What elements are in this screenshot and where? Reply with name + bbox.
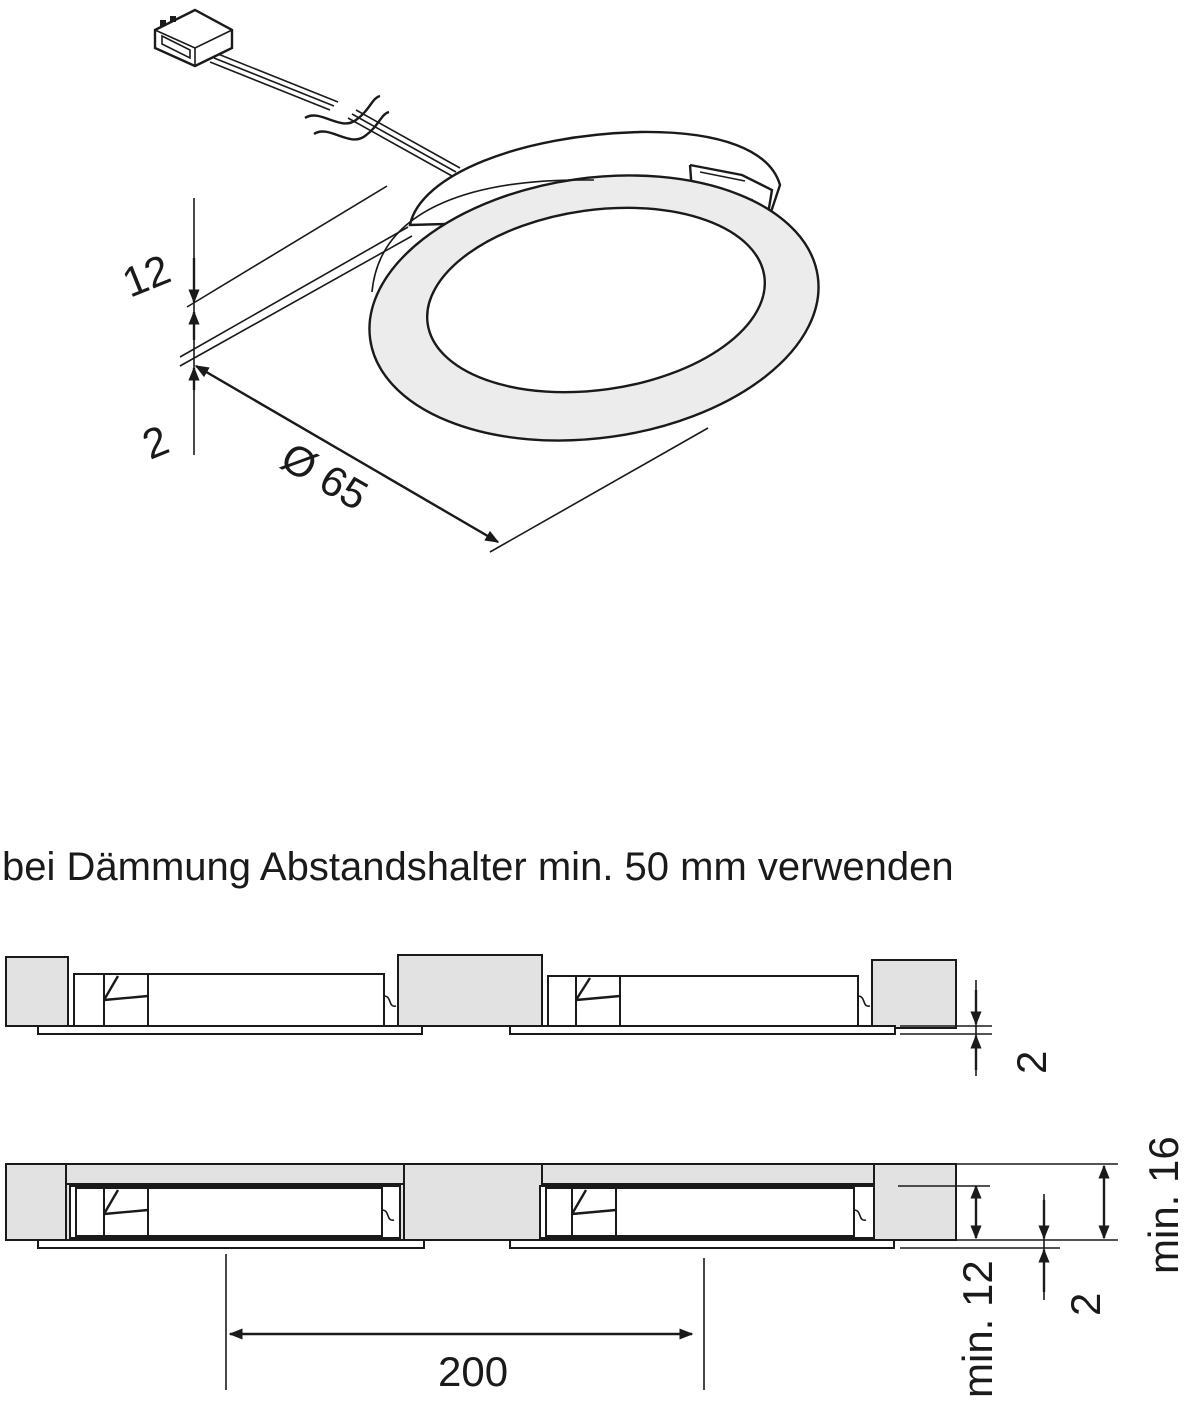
connector-plug-icon (155, 10, 232, 66)
luminaire-isometric (116, 10, 836, 552)
board-block (872, 960, 956, 1028)
cable (210, 54, 460, 176)
board-block (398, 955, 542, 1026)
height-dimension: 12 (115, 245, 177, 307)
luminaire-section (510, 1186, 894, 1248)
spacing-dimension: 200 (438, 1348, 509, 1395)
insulation-note: bei Dämmung Abstandshalter min. 50 mm verwenden (2, 845, 954, 889)
section-surface-mount (6, 955, 1055, 1076)
luminaire-section (38, 974, 422, 1034)
luminaire-section (38, 1186, 424, 1248)
flange-dimension: 2 (135, 416, 176, 469)
min-depth-dimension: min. 12 (954, 1260, 1001, 1398)
luminaire-section (510, 976, 895, 1034)
section-recessed-mount (6, 1136, 1187, 1398)
inset-flange-dimension: 2 (1062, 1292, 1109, 1316)
board-block (6, 957, 68, 1026)
surface-flange-dimension: 2 (1008, 1050, 1055, 1074)
min-board-dimension: min. 16 (1140, 1136, 1187, 1274)
diameter-dimension: Ø 65 (273, 433, 376, 520)
